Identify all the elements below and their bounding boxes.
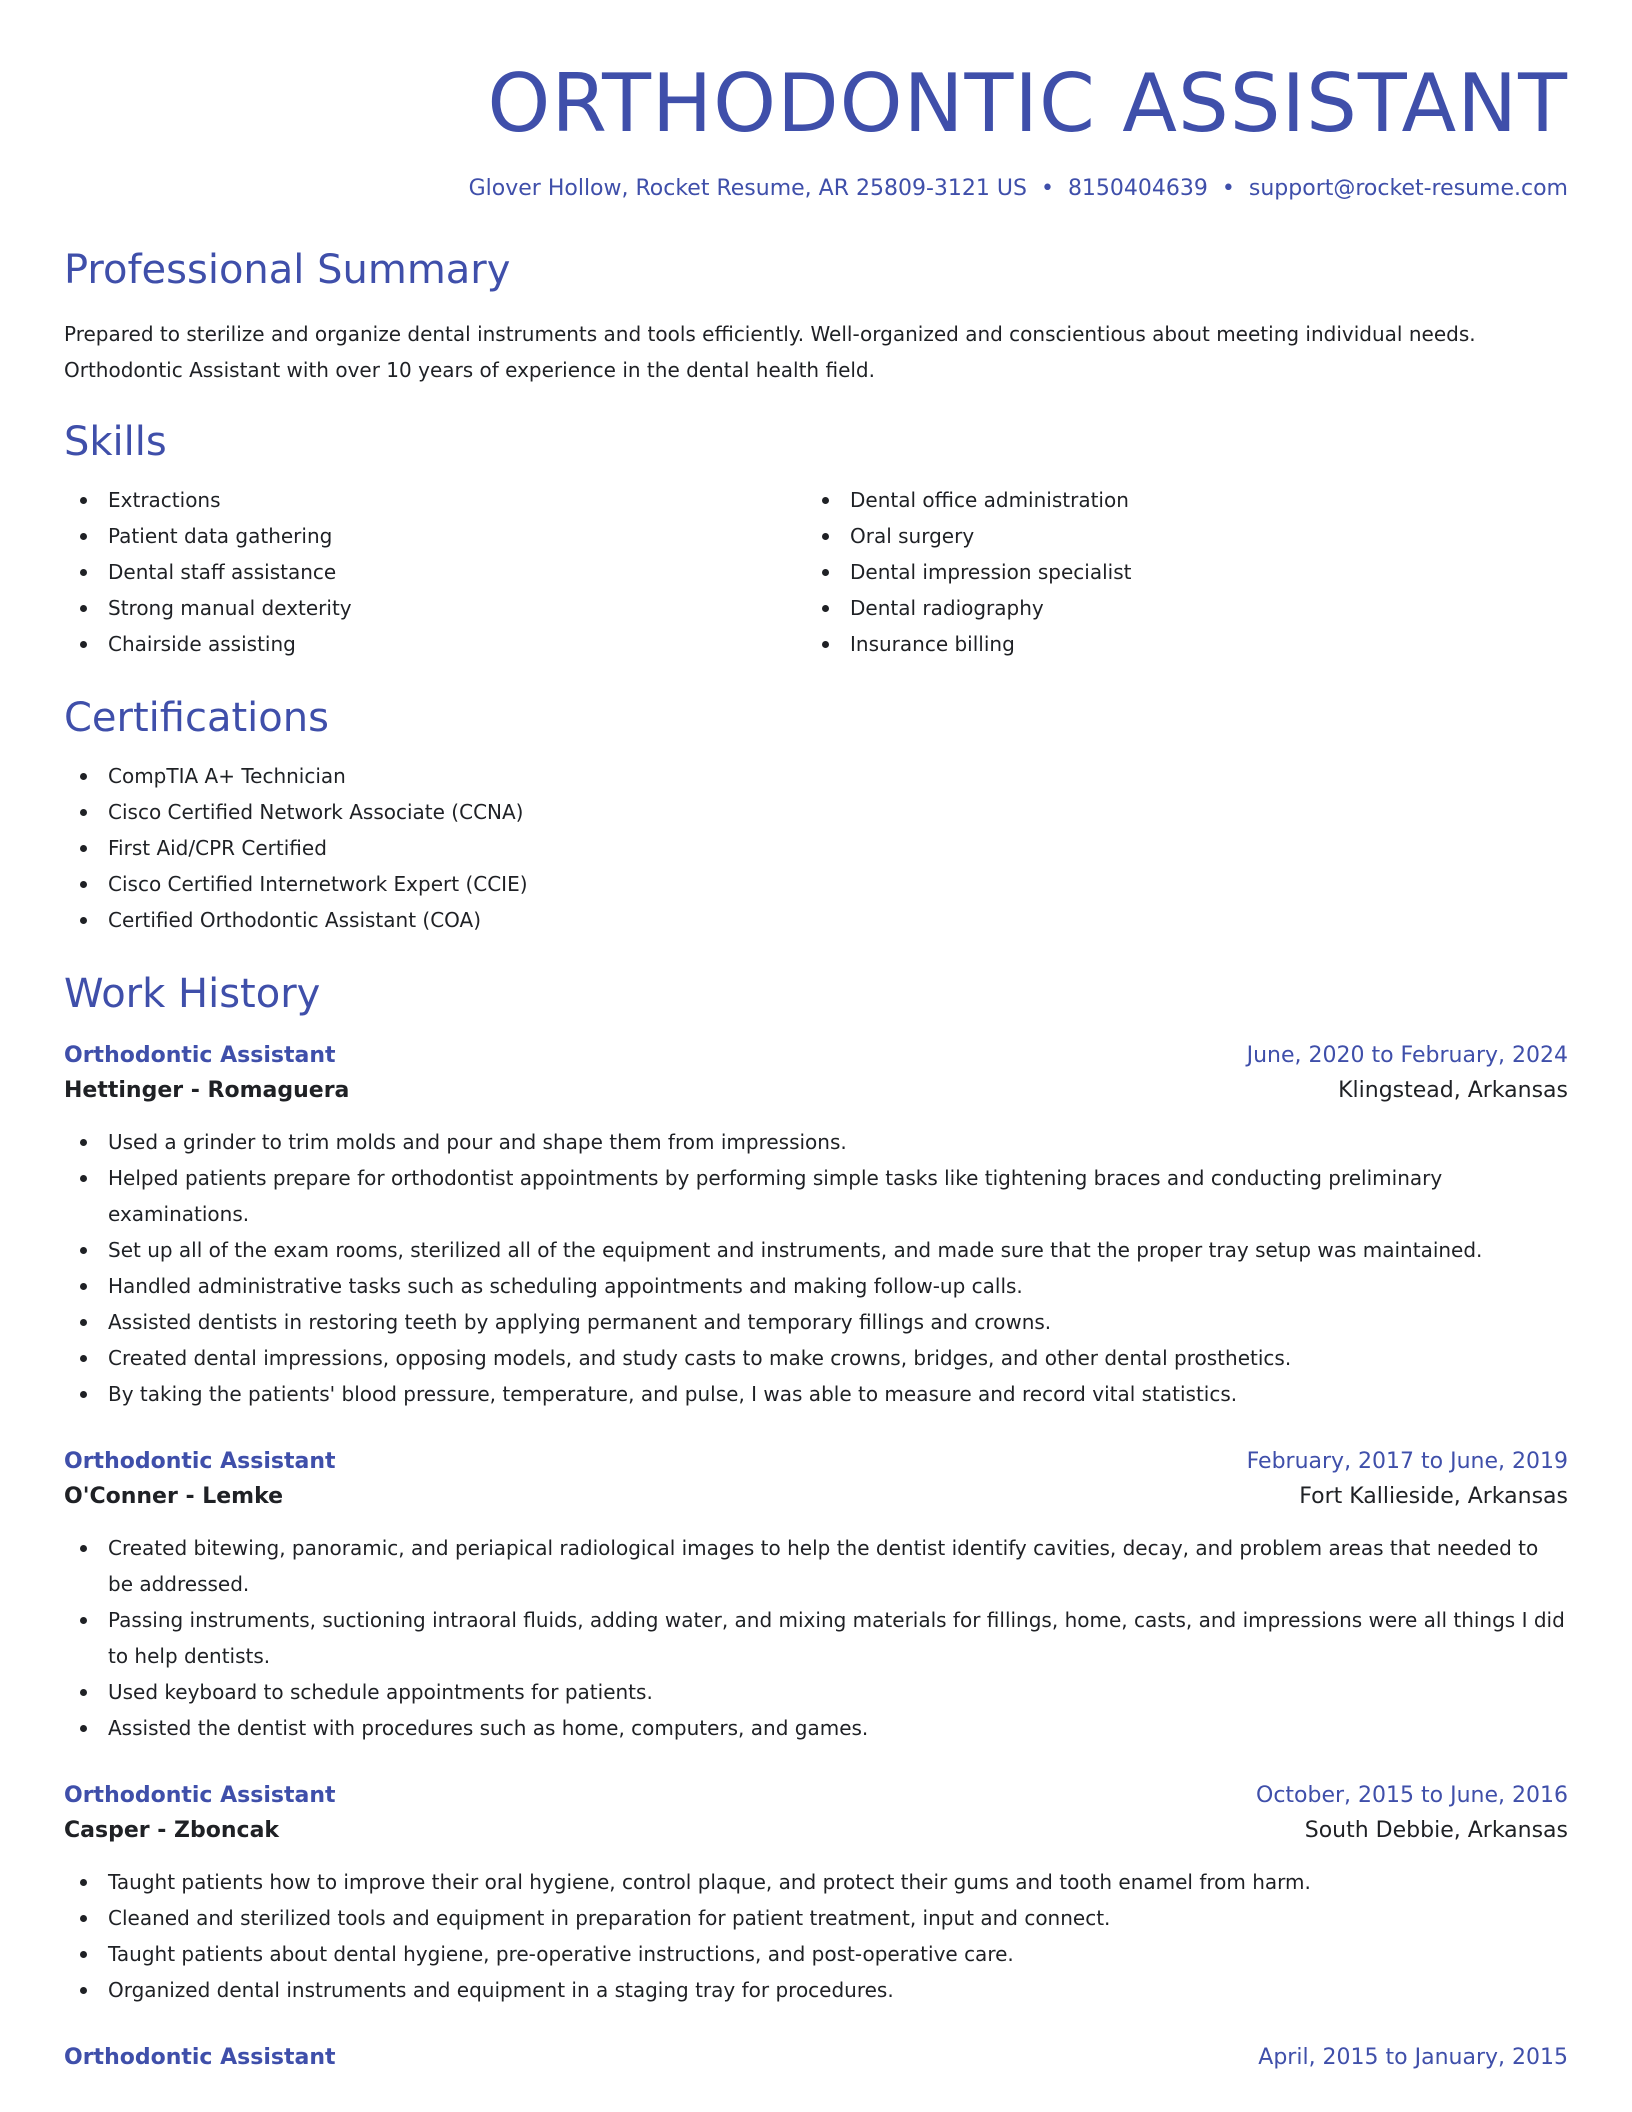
job-entry [64,1040,1568,1412]
job-header-row [64,1780,1568,1812]
job-duty-text: Used keyboard to schedule appointments for patients. [108,1680,653,1704]
skill-item [64,590,806,626]
skill-label: Strong manual dexterity [108,596,352,620]
bullet-dot [80,641,87,648]
certification-label: Cisco Certified Internetwork Expert (CCIE) [108,872,528,896]
job-header-row [64,1446,1568,1478]
job-duty-text: Cleaned and sterilized tools and equipment in preparation for patient treatment, input and connect. [108,1906,1111,1930]
work-history-heading: Work History [64,971,321,1017]
certification-label: First Aid/CPR Certified [108,836,327,860]
certifications-list [64,758,1568,938]
certification-label: Certified Orthodontic Assistant (COA) [108,908,482,932]
bullet-dot [822,605,829,612]
job-entry [64,2042,1568,2074]
skills-column-left [64,482,806,662]
skill-item [806,482,1548,518]
job-duty-text: Taught patients how to improve their oral hygiene, control plaque, and protect their gums and tooth enamel from harm. [108,1870,1311,1894]
skills-grid [64,482,1568,662]
job-entry [64,1446,1568,1746]
bullet-dot [80,809,87,816]
bullet-dot [80,1355,87,1362]
bullet-dot [80,533,87,540]
certification-item [64,866,1568,902]
bullet-dot [80,569,87,576]
skill-label: Extractions [108,488,221,512]
certification-item [64,794,1568,830]
skill-label: Dental impression specialist [850,560,1132,584]
skill-label: Oral surgery [850,524,975,548]
bullet-dot [80,1915,87,1922]
job-duty [64,1602,1568,1674]
contact-phone: 8150404639 [1067,176,1208,201]
skill-label: Patient data gathering [108,524,333,548]
skill-item [64,554,806,590]
summary-text: Prepared to sterilize and organize dental instruments and tools efficiently. Well-organized and conscientious about meeting individual needs. Orthodontic Assistant with over 10 years of experience in the dental health field. [64,322,1476,382]
bullet-dot [80,1725,87,1732]
bullet-dot [80,1879,87,1886]
bullet-dot [80,1689,87,1696]
skills-list-right [806,482,1548,662]
job-duties-list [64,1864,1568,2008]
job-duty-text: Assisted dentists in restoring teeth by applying permanent and temporary fillings and crowns. [108,1310,1052,1334]
skill-item [806,590,1548,626]
job-entry [64,1780,1568,2008]
job-employer: O'Conner - Lemke [64,1484,284,1509]
skill-item [64,626,806,662]
job-duty [64,1710,1568,1746]
job-employer-row [64,1072,1568,1110]
contact-email: support@rocket-resume.com [1248,176,1568,201]
job-duty [64,1530,1568,1602]
job-duty [64,1124,1568,1160]
job-header-row [64,2042,1568,2074]
bullet-dot [80,917,87,924]
skill-label: Dental office administration [850,488,1129,512]
bullet-dot [80,1391,87,1398]
job-duty-text: Passing instruments, suctioning intraoral fluids, adding water, and mixing materials for fillings, home, casts, and impressions were all things I did to help dentists. [108,1608,1565,1668]
job-employer-row [64,1812,1568,1850]
job-title: Orthodontic Assistant [64,1449,336,1474]
job-duties-list [64,1124,1568,1412]
certification-item [64,830,1568,866]
job-duty [64,1232,1568,1268]
job-dates: February, 2017 to June, 2019 [1246,1449,1568,1474]
job-employer: Hettinger - Romaguera [64,1078,350,1103]
job-duty-text: Assisted the dentist with procedures such as home, computers, and games. [108,1716,869,1740]
skill-item [806,626,1548,662]
job-header-row [64,1040,1568,1072]
bullet-dot [80,497,87,504]
resume-page [64,0,1568,2074]
job-duty-text: Taught patients about dental hygiene, pre-operative instructions, and post-operative care. [108,1942,1014,1966]
bullet-dot [80,1319,87,1326]
bullet-dot [80,1617,87,1624]
skills-column-right [806,482,1548,662]
job-title: Orthodontic Assistant [64,1043,336,1068]
job-duty [64,1268,1568,1304]
job-duty-text: Created dental impressions, opposing models, and study casts to make crowns, bridges, and other dental prosthetics. [108,1346,1292,1370]
contact-separator: • [1221,176,1235,201]
certification-label: CompTIA A+ Technician [108,764,346,788]
bullet-dot [80,773,87,780]
summary-heading: Professional Summary [64,247,511,293]
skills-list-left [64,482,806,662]
certification-item [64,758,1568,794]
bullet-dot [80,1283,87,1290]
job-duty [64,1864,1568,1900]
bullet-dot [822,497,829,504]
bullet-dot [80,845,87,852]
job-title: Orthodontic Assistant [64,1783,336,1808]
bullet-dot [80,1951,87,1958]
skill-label: Dental staff assistance [108,560,337,584]
bullet-dot [80,1175,87,1182]
job-duty [64,1972,1568,2008]
job-duty-text: Used a grinder to trim molds and pour and shape them from impressions. [108,1130,847,1154]
skill-label: Dental radiography [850,596,1044,620]
skill-item [64,482,806,518]
job-dates: June, 2020 to February, 2024 [1246,1043,1568,1068]
job-duty [64,1304,1568,1340]
certification-item [64,902,1568,938]
contact-separator: • [1040,176,1054,201]
job-employer-row [64,1478,1568,1516]
job-duty [64,1376,1568,1412]
job-location: Fort Kallieside, Arkansas [1299,1484,1568,1509]
resume-title: ORTHODONTIC ASSISTANT [487,57,1568,150]
job-duties-list [64,1530,1568,1746]
job-dates: April, 2015 to January, 2015 [1258,2045,1568,2070]
bullet-dot [822,641,829,648]
job-title: Orthodontic Assistant [64,2045,336,2070]
job-duty [64,1340,1568,1376]
skill-item [806,518,1548,554]
skill-label: Chairside assisting [108,632,296,656]
skills-heading: Skills [64,419,167,465]
skill-label: Insurance billing [850,632,1015,656]
job-duty-text: Set up all of the exam rooms, sterilized all of the equipment and instruments, and made sure that the proper tray setup was maintained. [108,1238,1483,1262]
bullet-dot [822,533,829,540]
job-location: South Debbie, Arkansas [1304,1818,1568,1843]
bullet-dot [822,569,829,576]
job-duty [64,1900,1568,1936]
job-duty-text: Handled administrative tasks such as scheduling appointments and making follow-up calls. [108,1274,1023,1298]
bullet-dot [80,1247,87,1254]
job-dates: October, 2015 to June, 2016 [1256,1783,1568,1808]
skill-item [806,554,1548,590]
certification-label: Cisco Certified Network Associate (CCNA) [108,800,524,824]
job-location: Klingstead, Arkansas [1338,1078,1568,1103]
job-duty [64,1160,1568,1232]
job-duty [64,1936,1568,1972]
contact-line [64,174,1568,204]
skill-item [64,518,806,554]
job-duty-text: Organized dental instruments and equipment in a staging tray for procedures. [108,1978,894,2002]
job-duty-text: Helped patients prepare for orthodontist appointments by performing simple tasks like tightening braces and conducting preliminary examinations. [108,1166,1443,1226]
bullet-dot [80,1545,87,1552]
certifications-heading: Certifications [64,695,329,741]
contact-address: Glover Hollow, Rocket Resume, AR 25809-3121 US [468,176,1027,201]
job-duty [64,1674,1568,1710]
bullet-dot [80,1987,87,1994]
bullet-dot [80,881,87,888]
job-employer: Casper - Zboncak [64,1818,280,1843]
job-duty-text: By taking the patients' blood pressure, temperature, and pulse, I was able to measure and record vital statistics. [108,1382,1238,1406]
bullet-dot [80,605,87,612]
bullet-dot [80,1139,87,1146]
job-duty-text: Created bitewing, panoramic, and periapical radiological images to help the dentist identify cavities, decay, and problem areas that needed to be addressed. [108,1536,1539,1596]
